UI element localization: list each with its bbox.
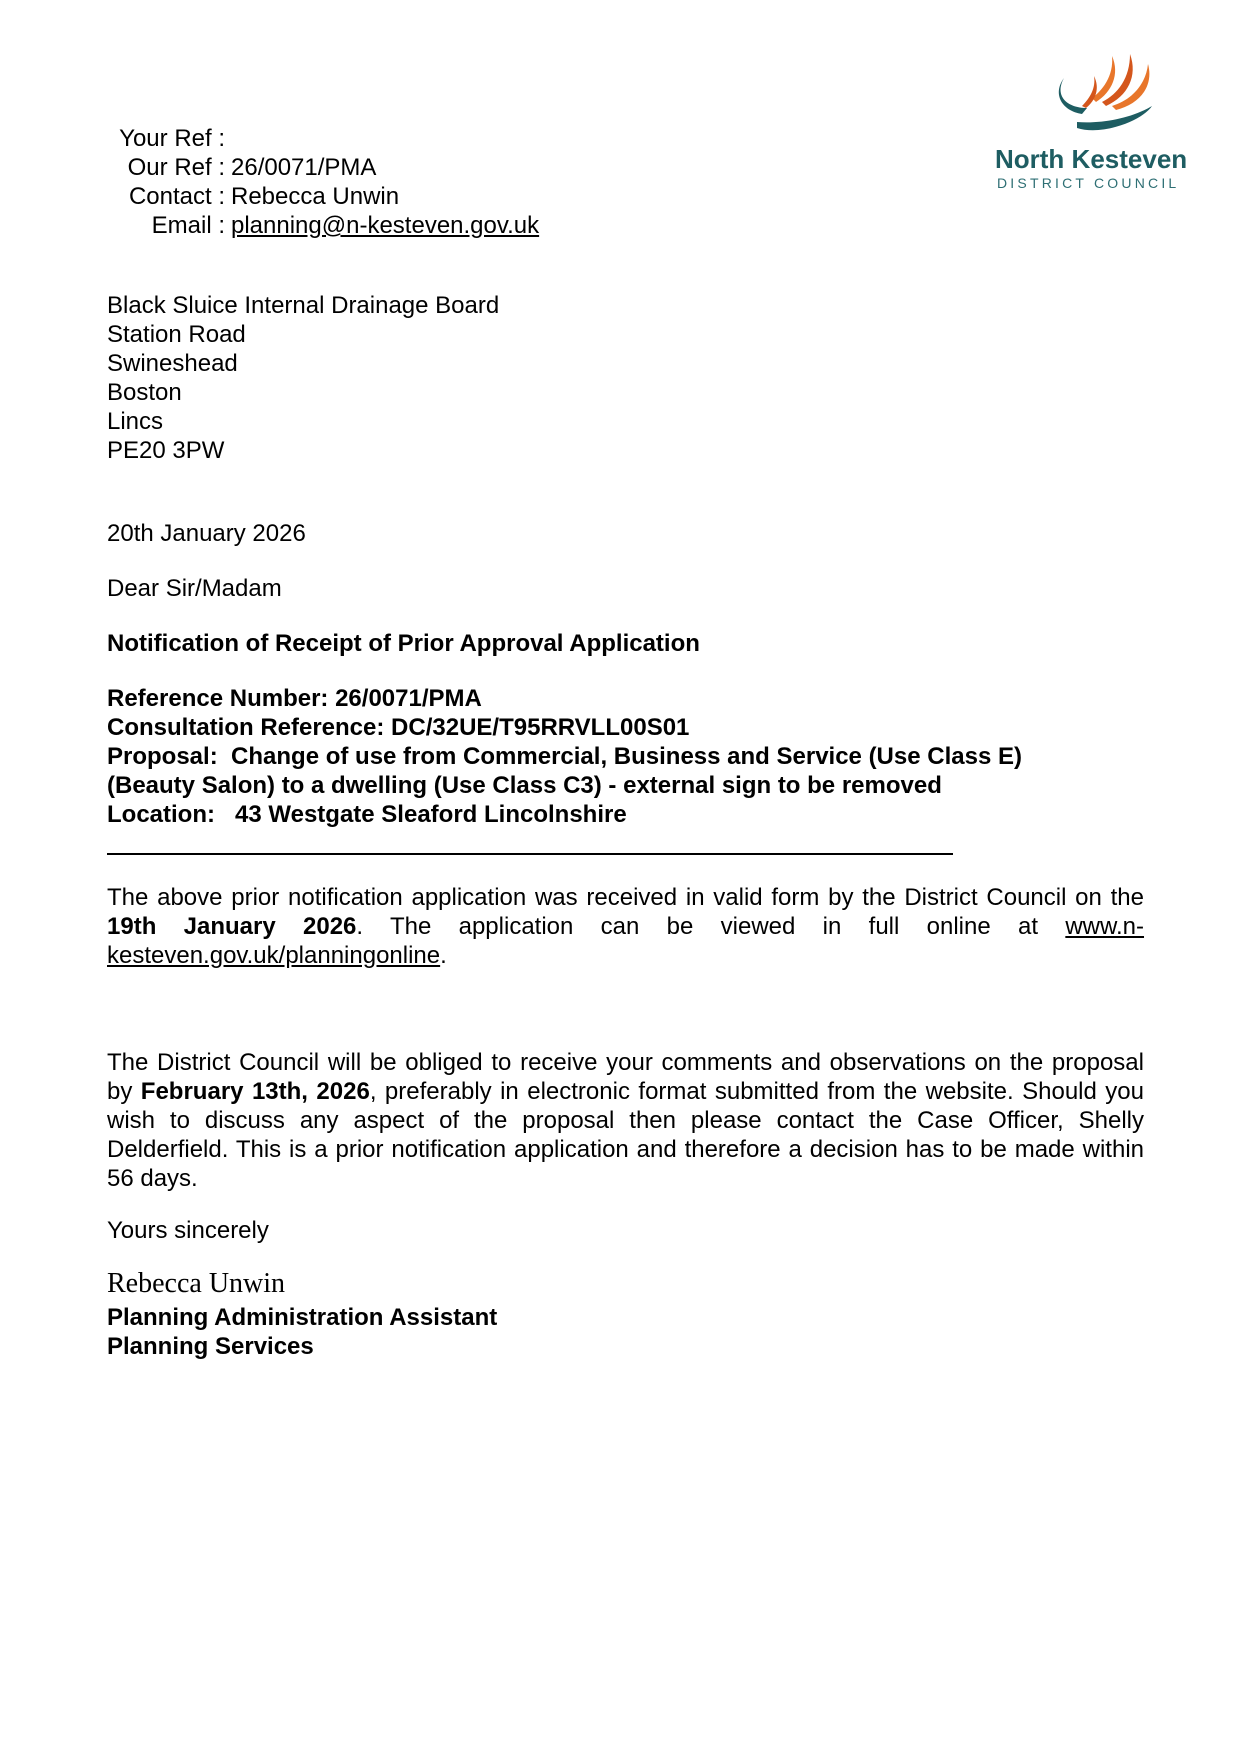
consultation-reference-label: Consultation Reference: xyxy=(107,714,385,741)
application-details xyxy=(107,684,1022,829)
swoosh-logo-icon xyxy=(1032,36,1162,136)
location-row xyxy=(107,800,1022,829)
contact-row xyxy=(107,182,707,211)
address-line: Swineshead xyxy=(107,350,238,377)
divider xyxy=(107,853,953,855)
reference-number-label: Reference Number: xyxy=(107,685,329,712)
contact-value: Rebecca Unwin xyxy=(231,183,400,210)
location-value: 43 Westgate Sleaford Lincolnshire xyxy=(235,801,627,828)
paragraph1-text-3: . xyxy=(440,942,447,969)
email-label: Email : xyxy=(151,212,225,239)
your-ref-label: Your Ref : xyxy=(119,125,225,152)
council-logo xyxy=(990,36,1190,191)
address-line: Black Sluice Internal Drainage Board xyxy=(107,292,500,319)
our-ref-value: 26/0071/PMA xyxy=(231,154,377,181)
proposal-line-1: Change of use from Commercial, Business and Service (Use Class E) xyxy=(231,743,1022,770)
received-date: 19th January 2026 xyxy=(107,913,357,940)
signature-title: Planning Administration Assistant xyxy=(107,1304,498,1331)
location-label: Location: xyxy=(107,801,215,828)
paragraph1-text-1: The above prior notification application was received in valid form by the District Council on the xyxy=(107,884,1144,911)
letter-date: 20th January 2026 xyxy=(107,520,306,547)
subject-heading: Notification of Receipt of Prior Approval Application xyxy=(107,630,700,657)
our-ref-label: Our Ref : xyxy=(127,154,225,181)
reference-number-row xyxy=(107,684,1022,713)
paragraph2-text-2: , preferably in electronic format submitted from the website. Should you wish to discuss any aspect of the proposal then please contact the Case Officer, Shelly Delderfield. This is a prior notification application and therefore a decision has to be made within 56 days. xyxy=(107,1078,1144,1192)
address-line: Lincs xyxy=(107,408,164,435)
logo-subtitle: DISTRICT COUNCIL xyxy=(997,175,1180,191)
address-line: Station Road xyxy=(107,321,246,348)
signature-name: Rebecca Unwin xyxy=(107,1268,286,1299)
email-link[interactable]: planning@n-kesteven.gov.uk xyxy=(231,212,540,239)
proposal-row xyxy=(107,742,1022,771)
proposal-line-2: (Beauty Salon) to a dwelling (Use Class C3) - external sign to be removed xyxy=(107,772,942,799)
closing: Yours sincerely xyxy=(107,1217,269,1244)
paragraph-comments xyxy=(107,1048,1144,1193)
address-line: PE20 3PW xyxy=(107,437,225,464)
salutation: Dear Sir/Madam xyxy=(107,575,282,602)
proposal-label: Proposal: xyxy=(107,743,218,770)
our-ref-row xyxy=(107,153,707,182)
signature-department: Planning Services xyxy=(107,1333,314,1360)
address-line: Boston xyxy=(107,379,182,406)
consultation-reference-row xyxy=(107,713,1022,742)
planning-online-link[interactable]: www.n-kesteven.gov.uk/planningonline xyxy=(107,913,1145,969)
consultation-reference-value: DC/32UE/T95RRVLL00S01 xyxy=(391,714,690,741)
your-ref-row xyxy=(107,124,707,153)
email-row xyxy=(107,211,707,240)
paragraph1-text-2: . The application can be viewed in full online at xyxy=(356,913,1066,940)
reference-number-value: 26/0071/PMA xyxy=(335,685,482,712)
logo-name: North Kesteven xyxy=(995,144,1188,174)
contact-label: Contact : xyxy=(128,183,225,210)
paragraph2-text-1: The District Council will be obliged to receive your comments and observations on the proposal by xyxy=(107,1049,1144,1105)
paragraph-received xyxy=(107,883,1144,970)
recipient-address xyxy=(107,291,499,465)
comment-deadline: February 13th, 2026 xyxy=(140,1078,370,1105)
reference-block xyxy=(107,124,707,240)
